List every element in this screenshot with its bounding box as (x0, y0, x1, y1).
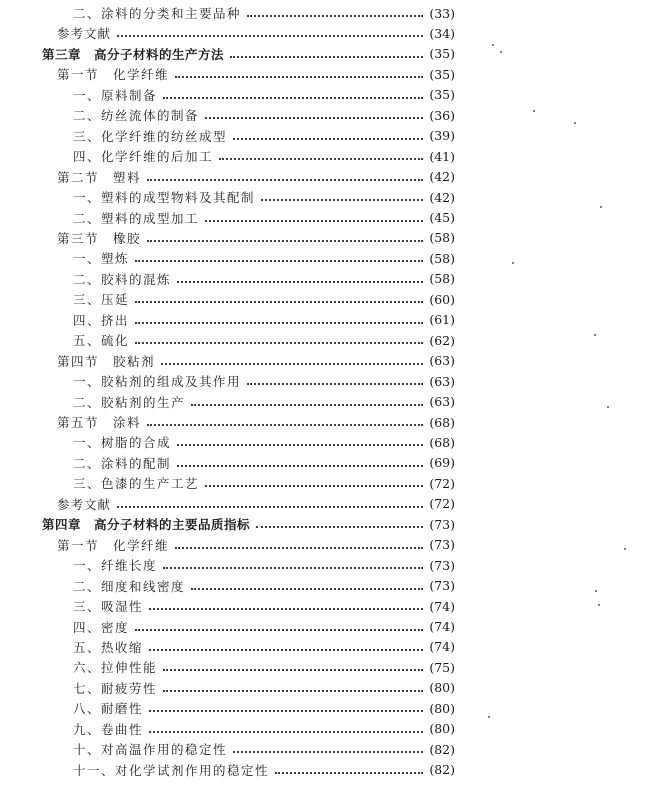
toc-entry-title: 第一节 化学纤维 (57, 537, 170, 553)
toc-entry-title: 二、细度和线密度 (73, 578, 186, 594)
toc-entry-page: (35) (429, 66, 455, 82)
toc-entry (0, 309, 455, 331)
toc-entry-page: (73) (429, 537, 455, 553)
toc-entry-title: 十一、对化学试剂作用的稳定性 (73, 762, 270, 778)
toc-entry-page: (69) (429, 455, 455, 471)
toc-entry (0, 472, 455, 494)
scan-speck (492, 44, 494, 46)
toc-entry-title: 二、塑料的成型加工 (73, 210, 200, 226)
toc-entry-title: 三、化学纤维的纺丝成型 (73, 128, 228, 144)
toc-entry-page: (80) (429, 721, 455, 737)
toc-leader-dots (233, 751, 423, 753)
toc-leader-dots (261, 199, 423, 201)
toc-entry (0, 656, 455, 678)
toc-entry (0, 575, 455, 597)
toc-leader-dots (205, 117, 423, 119)
toc-leader-dots (230, 56, 423, 58)
toc-entry (0, 84, 455, 106)
toc-entry (0, 452, 455, 474)
toc-leader-dots (247, 15, 423, 17)
toc-entry (0, 22, 455, 44)
toc-entry (0, 350, 455, 372)
toc-entry-page: (82) (429, 762, 455, 778)
toc-entry (0, 738, 455, 760)
toc-entry-page: (75) (429, 659, 455, 675)
toc-entry-page: (80) (429, 700, 455, 716)
toc-leader-dots (117, 35, 423, 37)
toc-entry-page: (63) (429, 394, 455, 410)
toc-entry (0, 247, 455, 269)
toc-entry-title: 七、耐疲劳性 (73, 680, 158, 696)
toc-entry (0, 616, 455, 638)
toc-entry (0, 595, 455, 617)
toc-entry (0, 554, 455, 576)
toc-entry-title: 第三章 高分子材料的生产方法 (42, 46, 225, 62)
toc-entry-page: (82) (429, 741, 455, 757)
toc-entry (0, 759, 455, 781)
toc-leader-dots (163, 669, 423, 671)
toc-entry-page: (72) (429, 496, 455, 512)
toc-entry-title: 参考文献 (57, 26, 112, 42)
toc-entry-title: 第五节 涂料 (57, 415, 142, 430)
toc-entry-title: 八、耐磨性 (73, 701, 144, 717)
scan-speck (600, 206, 602, 208)
scan-speck (598, 604, 600, 606)
toc-entry (0, 493, 455, 515)
toc-entry-page: (35) (429, 87, 455, 103)
toc-entry-page: (73) (429, 557, 455, 573)
toc-entry-title: 二、涂料的分类和主要品种 (73, 6, 242, 21)
toc-entry-page: (63) (429, 373, 455, 389)
toc-entry-page: (68) (429, 414, 455, 430)
toc-entry-page: (41) (429, 148, 455, 164)
toc-entry (0, 370, 455, 392)
toc-leader-dots (135, 629, 423, 631)
toc-entry-title: 一、塑炼 (73, 251, 130, 267)
toc-entry-title: 五、热收缩 (73, 639, 144, 655)
toc-entry-page: (34) (429, 25, 455, 41)
toc-entry (0, 431, 455, 453)
toc-leader-dots (275, 772, 423, 774)
toc-entry-page: (45) (429, 210, 455, 225)
toc-leader-dots (219, 158, 423, 160)
toc-leader-dots (149, 649, 423, 651)
toc-entry-page: (42) (429, 169, 455, 185)
toc-leader-dots (149, 608, 423, 610)
scan-speck (512, 262, 514, 264)
toc-leader-dots (135, 322, 423, 324)
scan-speck (574, 122, 576, 124)
toc-leader-dots (147, 424, 423, 426)
scan-speck (594, 334, 596, 336)
toc-leader-dots (149, 710, 423, 712)
toc-entry (0, 288, 455, 310)
toc-entry-title: 第四节 胶粘剂 (57, 353, 156, 369)
scan-speck (595, 590, 597, 592)
toc-entry-page: (33) (429, 5, 455, 21)
toc-entry (0, 145, 455, 167)
toc-entry (0, 125, 455, 147)
toc-entry-title: 六、拉伸性能 (73, 660, 158, 676)
toc-entry (0, 268, 455, 290)
toc-entry (0, 227, 455, 249)
toc-entry-title: 四、密度 (73, 619, 130, 635)
toc-entry-page: (72) (429, 475, 455, 491)
toc-leader-dots (175, 76, 423, 78)
toc-entry-title: 四、挤出 (73, 312, 130, 328)
toc-entry (0, 391, 455, 413)
toc-entry-page: (61) (429, 312, 455, 328)
scan-speck (624, 548, 626, 550)
toc-entry-title: 一、纤维长度 (73, 558, 158, 574)
toc-entry-title: 一、原料制备 (73, 87, 158, 103)
toc-entry-page: (62) (429, 332, 455, 348)
toc-leader-dots (135, 301, 423, 303)
toc-leader-dots (147, 240, 423, 242)
toc-leader-dots (175, 547, 423, 549)
toc-entry-page: (35) (429, 46, 455, 62)
toc-entry (0, 63, 455, 85)
toc-entry-title: 第二节 塑料 (57, 169, 142, 185)
toc-entry (0, 43, 455, 65)
toc-leader-dots (135, 260, 423, 262)
toc-leader-dots (163, 567, 423, 569)
toc-entry (0, 166, 455, 188)
toc-entry-page: (74) (429, 598, 455, 614)
toc-leader-dots (191, 588, 423, 590)
toc-entry-title: 五、硫化 (73, 333, 130, 349)
toc-entry-title: 二、涂料的配制 (73, 455, 172, 471)
toc-entry-title: 二、胶料的混炼 (73, 271, 172, 287)
toc-entry (0, 104, 455, 126)
toc-entry-title: 第一节 化学纤维 (57, 67, 170, 83)
toc-leader-dots (163, 97, 423, 99)
toc-leader-dots (205, 220, 423, 222)
toc-entry (0, 636, 455, 658)
toc-leader-dots (177, 281, 423, 283)
scan-speck (607, 406, 609, 408)
toc-leader-dots (149, 731, 423, 733)
scan-speck (533, 110, 535, 112)
toc-entry-title: 十、对高温作用的稳定性 (73, 742, 228, 758)
toc-leader-dots (161, 363, 423, 365)
toc-entry-page: (74) (429, 619, 455, 634)
toc-leader-dots (256, 526, 423, 528)
toc-entry-title: 二、纺丝流体的制备 (73, 108, 200, 124)
toc-entry-page: (39) (429, 128, 455, 144)
toc-leader-dots (191, 404, 423, 406)
toc-entry-title: 九、卷曲性 (73, 721, 144, 737)
toc-leader-dots (205, 485, 423, 487)
toc-leader-dots (117, 506, 423, 508)
toc-entry-title: 一、树脂的合成 (73, 435, 172, 451)
toc-entry (0, 2, 455, 24)
toc-entry-page: (58) (429, 250, 455, 266)
toc-entry-page: (58) (429, 230, 455, 246)
toc-leader-dots (177, 444, 423, 446)
toc-leader-dots (177, 465, 423, 467)
toc-entry-title: 第四章 高分子材料的主要品质指标 (42, 517, 251, 533)
toc-entry-title: 一、胶粘剂的组成及其作用 (73, 374, 242, 390)
toc-entry-page: (60) (429, 291, 455, 307)
toc-entry-title: 二、胶粘剂的生产 (73, 394, 186, 410)
toc-entry-title: 四、化学纤维的后加工 (73, 149, 214, 165)
toc-entry (0, 207, 455, 229)
toc-entry-title: 参考文献 (57, 496, 112, 512)
toc-entry-title: 三、压延 (73, 292, 130, 308)
toc-entry (0, 677, 455, 699)
toc-entry-title: 三、吸湿性 (73, 599, 144, 615)
scan-speck (488, 716, 490, 718)
toc-entry (0, 718, 455, 740)
toc-entry-page: (63) (429, 353, 455, 369)
toc-entry-page: (80) (429, 680, 455, 696)
toc-entry-title: 三、色漆的生产工艺 (73, 476, 200, 492)
toc-entry-page: (58) (429, 271, 455, 287)
toc-entry (0, 329, 455, 351)
toc-entry-page: (68) (429, 434, 455, 450)
toc-entry (0, 411, 455, 433)
toc-entry (0, 186, 455, 208)
toc-entry-page: (73) (429, 516, 455, 532)
scan-speck (500, 51, 502, 53)
toc-entry-page: (74) (429, 639, 455, 655)
toc-entry (0, 697, 455, 719)
toc-entry-title: 一、塑料的成型物料及其配制 (73, 190, 256, 206)
toc-leader-dots (147, 179, 423, 181)
toc-leader-dots (135, 342, 423, 344)
toc-leader-dots (233, 138, 423, 140)
toc-entry-title: 第三节 橡胶 (57, 230, 142, 246)
toc-entry (0, 513, 455, 535)
toc-leader-dots (163, 690, 423, 692)
toc-entry-page: (73) (429, 578, 455, 594)
toc-entry-page: (36) (429, 107, 455, 123)
toc-leader-dots (247, 383, 423, 385)
toc-entry (0, 534, 455, 556)
toc-entry-page: (42) (429, 189, 455, 205)
